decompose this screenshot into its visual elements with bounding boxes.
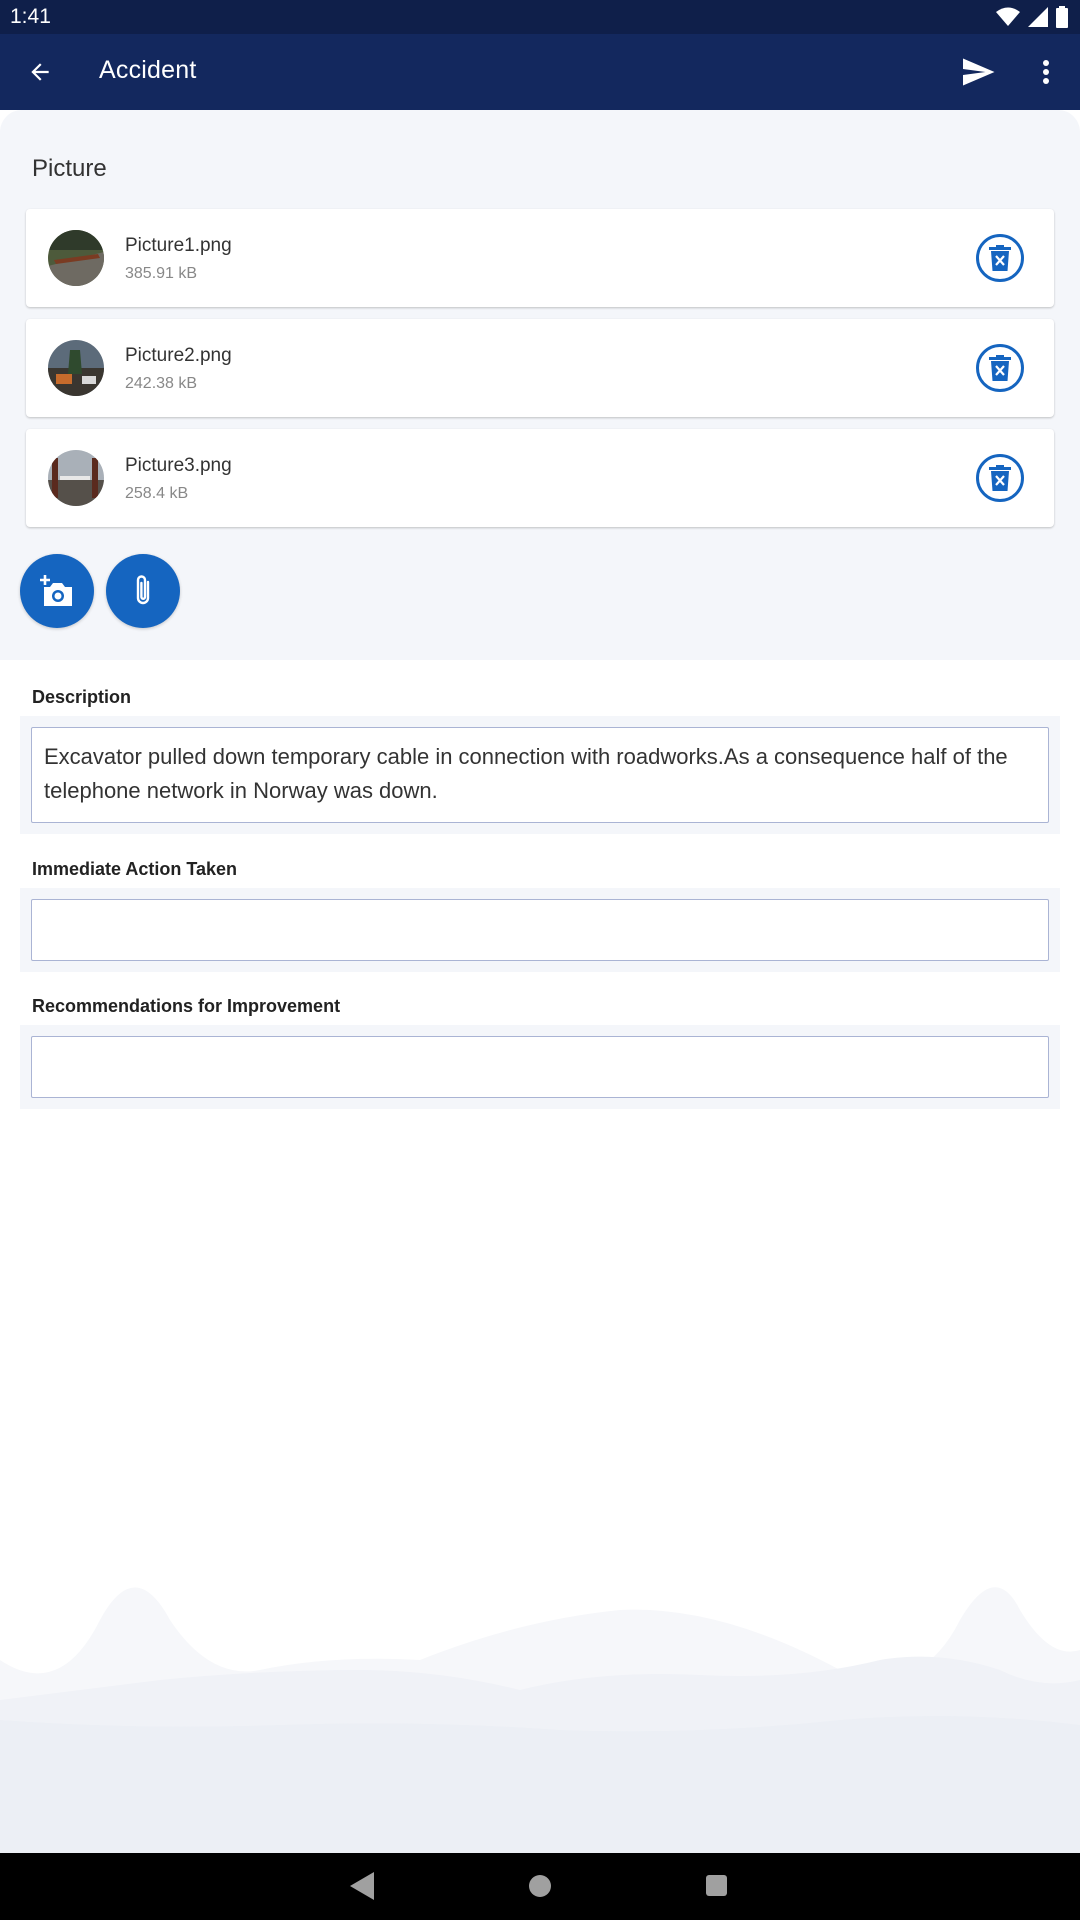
file-size: 385.91 kB [125,265,198,282]
more-options-button[interactable] [1024,50,1068,94]
nav-back-icon[interactable] [350,1872,374,1900]
status-bar [0,0,1080,34]
delete-button[interactable] [976,234,1024,282]
send-icon [960,54,996,90]
add-photo-button[interactable] [20,554,94,628]
picture-item[interactable] [26,319,1054,417]
file-size: 242.38 kB [125,375,198,392]
picture-item[interactable] [26,209,1054,307]
background-waves [0,1560,1080,1853]
file-name: Picture2.png [125,345,232,366]
delete-button[interactable] [976,454,1024,502]
delete-icon [989,355,1011,381]
file-name: Picture1.png [125,235,232,256]
delete-icon [989,465,1011,491]
recommendations-field[interactable] [31,1036,1049,1098]
picture-thumbnail [48,450,104,506]
immediate-action-label: Immediate Action Taken [32,859,238,879]
nav-recent-icon[interactable] [706,1875,727,1896]
picture-thumbnail [48,340,104,396]
delete-icon [989,245,1011,271]
send-button[interactable] [956,50,1000,94]
status-time: 1:41 [10,5,51,28]
page-title: Accident [99,56,197,84]
arrow-back-icon [27,59,53,85]
picture-section [0,110,1080,660]
description-field-wrapper [20,716,1060,834]
status-icons [996,5,1068,29]
file-name: Picture3.png [125,455,232,476]
nav-home-icon[interactable] [529,1875,551,1897]
recommendations-field-wrapper [20,1025,1060,1109]
recommendations-label: Recommendations for Improvement [32,996,341,1016]
delete-button[interactable] [976,344,1024,392]
app-bar [0,34,1080,110]
description-label: Description [32,687,132,707]
signal-icon [1028,7,1048,27]
attach-file-button[interactable] [106,554,180,628]
add-photo-icon [40,575,74,607]
immediate-action-field-wrapper [20,888,1060,972]
battery-icon [1056,6,1068,28]
section-title: Picture [32,155,107,182]
description-field[interactable]: Excavator pulled down temporary cable in connection with roadworks.As a consequence half of the telephone network in Norway was down. [31,727,1049,823]
back-button[interactable] [18,50,62,94]
wifi-icon [996,7,1020,27]
picture-item[interactable] [26,429,1054,527]
navigation-bar [0,1853,1080,1920]
file-size: 258.4 kB [125,485,189,502]
immediate-action-field[interactable] [31,899,1049,961]
picture-thumbnail [48,230,104,286]
attachment-icon [133,574,153,608]
more-vertical-icon [1041,59,1051,85]
